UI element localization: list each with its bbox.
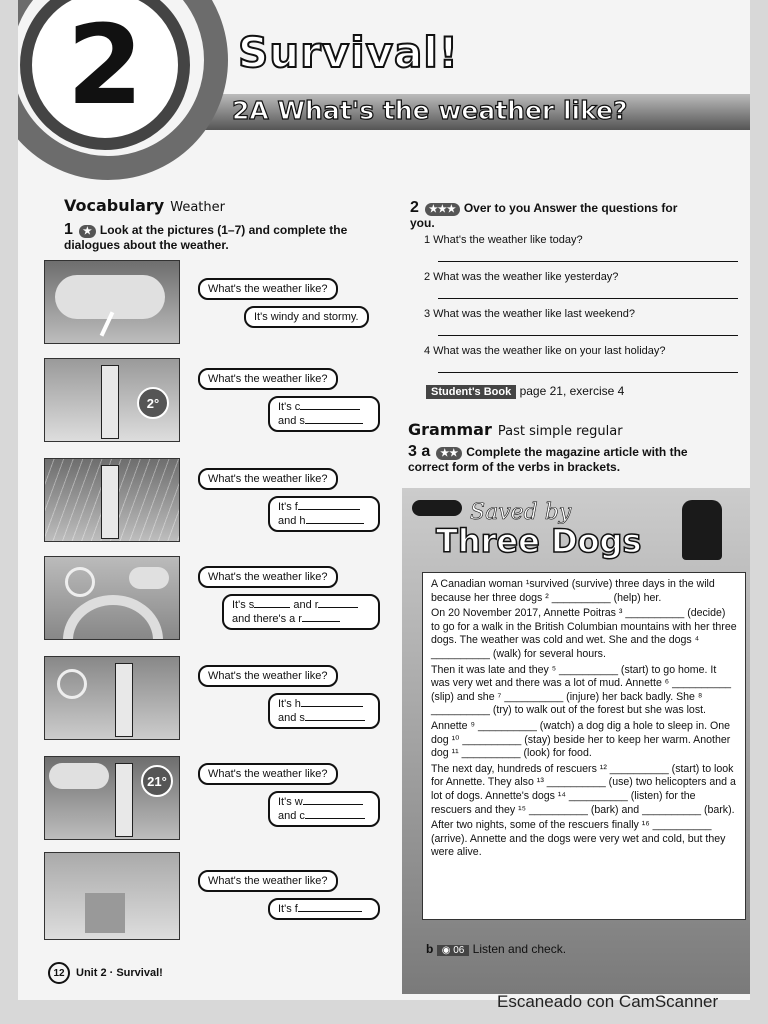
answer-blank[interactable] bbox=[298, 911, 362, 912]
answer-line[interactable] bbox=[438, 283, 738, 299]
question-2: 2 What was the weather like yesterday? bbox=[424, 271, 738, 299]
unit-number: 2 bbox=[20, 0, 190, 150]
answer-line[interactable] bbox=[438, 320, 738, 336]
answer-blank[interactable] bbox=[305, 818, 365, 819]
article-head-main: Three Dogs bbox=[436, 522, 642, 560]
answer-blank[interactable] bbox=[302, 621, 340, 622]
question-bubble: What's the weather like? bbox=[198, 566, 338, 588]
picture-fog bbox=[44, 458, 180, 542]
question-bubble: What's the weather like? bbox=[198, 665, 338, 687]
answer-blank[interactable] bbox=[305, 423, 363, 424]
star-icon: ★ bbox=[79, 225, 96, 238]
answer-blank[interactable] bbox=[301, 706, 363, 707]
answer-blank[interactable] bbox=[305, 720, 365, 721]
question-3: 3 What was the weather like last weekend? bbox=[424, 308, 738, 336]
picture-storm bbox=[44, 260, 180, 344]
question-4: 4 What was the weather like on your last holiday? bbox=[424, 345, 738, 373]
dog-icon bbox=[682, 500, 722, 560]
question-bubble: What's the weather like? bbox=[198, 763, 338, 785]
question-1: 1 What's the weather like today? bbox=[424, 234, 738, 262]
grammar-heading: Grammar Past simple regular bbox=[408, 420, 623, 439]
students-book-ref: Student's Book page 21, exercise 4 bbox=[426, 384, 624, 398]
grammar-exercise: 3 a ★★ Complete the magazine article with the correct form of the verbs in brackets. bbox=[408, 443, 688, 474]
picture-wind: 21° bbox=[44, 756, 180, 840]
answer-bubble: It's windy and stormy. bbox=[244, 306, 369, 328]
answer-bubble: It's f bbox=[268, 898, 380, 920]
question-bubble: What's the weather like? bbox=[198, 278, 338, 300]
answer-bubble: It's f and h bbox=[268, 496, 380, 532]
article-text: A Canadian woman ¹survived (survive) three days in the wild because her three dogs ² __________ (help) her. On 20 November 2017, Annette Poitras ³ __________ (decide) to go for a walk in the British Columbian mountains with her three dogs. The weather was cold and wet. She and the dogs ⁴ __________ (walk) for several hours. Then it was late and they ⁵ __________ (start) to go home. It was very wet and there was a lot of mud. Annette ⁶ __________ (slip) and she ⁷ __________ (injure) her back badly. She ⁸ __________ (try) to walk out of the forest but she was lost. Annette ⁹ __________ (watch) a dog dig a hole to sleep in. One dog ¹⁰ __________ (stay) beside her to keep her warm. Another dog ¹¹ __________ (look) for food. The next day, hundreds of rescuers ¹² __________ (start) to look for Annette. They also ¹³ __________ (use) two helicopters and a lot of dogs. Annette's dogs ¹⁴ __________ (listen) for the rescuers and they ¹⁵ __________ (bark) and __________ (bark). After two nights, some of the rescuers finally ¹⁶ __________ (arrive). Annette and the dogs were very wet and cold, but they were alive. bbox=[422, 572, 746, 920]
workbook-page bbox=[18, 0, 750, 1000]
ex2-heading: 2 ★★★ Over to you Answer the questions for you. bbox=[410, 199, 678, 230]
article-head-top: Saved by bbox=[470, 500, 572, 525]
answer-bubble: It's c and s bbox=[268, 396, 380, 432]
answer-blank[interactable] bbox=[300, 409, 360, 410]
footer: 12 Unit 2 · Survival! bbox=[48, 962, 163, 984]
answer-blank[interactable] bbox=[318, 607, 358, 608]
picture-sun bbox=[44, 656, 180, 740]
answer-blank[interactable] bbox=[254, 607, 290, 608]
answer-line[interactable] bbox=[438, 246, 738, 262]
scanner-watermark: Escaneado con CamScanner bbox=[497, 992, 719, 1011]
question-bubble: What's the weather like? bbox=[198, 468, 338, 490]
answer-bubble: It's s and r and there's a r bbox=[222, 594, 380, 630]
vocab-exercise: 1 ★ Look at the pictures (1–7) and complete the dialogues about the weather. bbox=[64, 221, 348, 252]
answer-blank[interactable] bbox=[303, 804, 363, 805]
dog-icon bbox=[412, 500, 462, 516]
stars-icon: ★★ bbox=[436, 447, 462, 460]
stars-icon: ★★★ bbox=[425, 203, 460, 216]
answer-bubble: It's h and s bbox=[268, 693, 380, 729]
question-bubble: What's the weather like? bbox=[198, 870, 338, 892]
answer-blank[interactable] bbox=[298, 509, 360, 510]
answer-line[interactable] bbox=[438, 357, 738, 373]
answer-bubble: It's w and c bbox=[268, 791, 380, 827]
question-bubble: What's the weather like? bbox=[198, 368, 338, 390]
listen-exercise: b ◉ 06 Listen and check. bbox=[426, 942, 567, 956]
audio-icon[interactable]: ◉ 06 bbox=[437, 945, 470, 956]
unit-title: Survival! bbox=[238, 28, 459, 77]
answer-blank[interactable] bbox=[306, 523, 364, 524]
picture-rainbow bbox=[44, 556, 180, 640]
vocab-heading: Vocabulary Weather bbox=[64, 196, 225, 215]
picture-snow: 2° bbox=[44, 358, 180, 442]
lesson-title: 2A What's the weather like? bbox=[232, 96, 628, 125]
picture-fog-buildings bbox=[44, 852, 180, 940]
